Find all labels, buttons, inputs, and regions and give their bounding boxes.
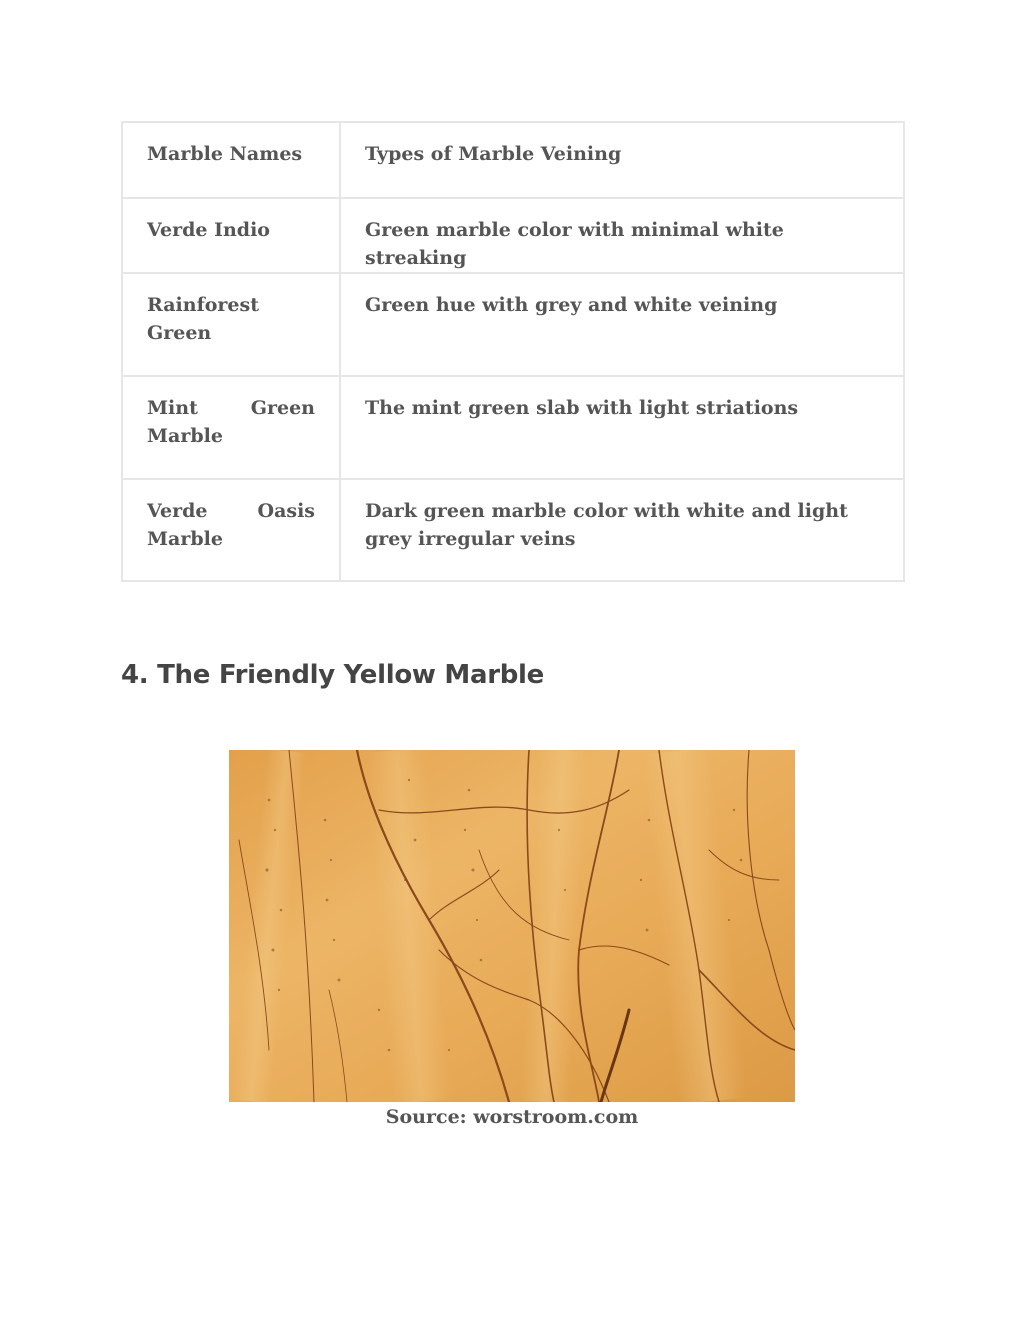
veining-description-cell: The mint green slab with light striations (340, 376, 904, 479)
marble-name-word: Verde (147, 500, 208, 522)
table-header-cell: Marble Names (122, 122, 340, 198)
table-row (122, 376, 904, 479)
table-row (122, 198, 904, 273)
table-header-row (122, 122, 904, 198)
table-row (122, 479, 904, 581)
image-source-caption: Source: worstroom.com (385, 1106, 639, 1128)
marble-name-word: Oasis (257, 500, 315, 522)
marble-name-line (147, 497, 315, 525)
marble-name-cell: Verde Indio (122, 198, 340, 273)
marble-name-word: Green (250, 397, 315, 419)
marble-veining-table (121, 121, 905, 582)
marble-name-word: Mint (147, 397, 198, 419)
marble-name-word: Marble (147, 425, 223, 447)
veining-description-cell: Green hue with grey and white veining (340, 273, 904, 376)
marble-name-cell (122, 376, 340, 479)
yellow-marble-image (229, 750, 795, 1102)
table-row (122, 273, 904, 376)
veining-description-cell: Dark green marble color with white and light grey irregular veins (340, 479, 904, 581)
veining-description-cell: Green marble color with minimal white streaking (340, 198, 904, 273)
section-heading: 4. The Friendly Yellow Marble (121, 660, 544, 690)
marble-name-cell (122, 273, 340, 376)
marble-name-line (147, 394, 315, 422)
marble-name-word: Marble (147, 528, 223, 550)
marble-name-cell (122, 479, 340, 581)
table-header-cell: Types of Marble Veining (340, 122, 904, 198)
marble-name-text: Rainforest Green (147, 294, 259, 344)
